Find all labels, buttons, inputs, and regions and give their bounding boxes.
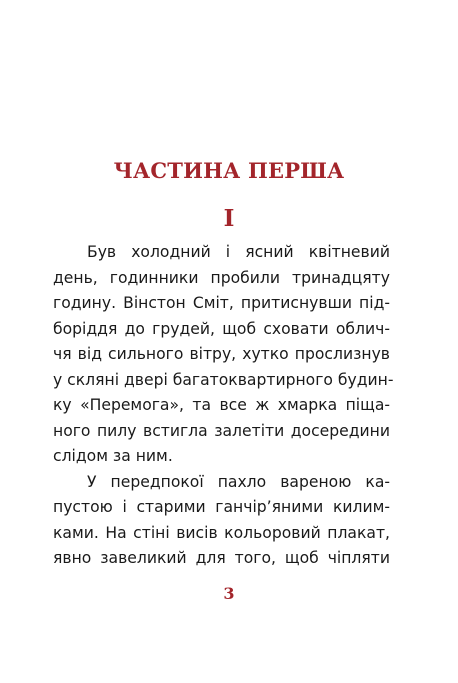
text-line: боріддя до грудей, щоб сховати облич- bbox=[53, 319, 390, 338]
text-line: пустою і старими ганчір’яними килим- bbox=[53, 498, 390, 516]
text-line: чя від сильного вітру, хутко прослизнув bbox=[53, 345, 390, 363]
text-line: ного пилу встигла залетіти досередини bbox=[53, 421, 390, 440]
text-line: Був холодний і ясний квітневий bbox=[87, 243, 390, 261]
text-line: ку «Перемога», та все ж хмарка піща- bbox=[53, 396, 390, 414]
text-line: слідом за ним. bbox=[53, 447, 173, 465]
part-title: ЧАСТИНА ПЕРША bbox=[113, 158, 345, 183]
body-text bbox=[53, 240, 394, 572]
text-line: У передпокої пахло вареною ка- bbox=[87, 472, 390, 491]
page-number: 3 bbox=[223, 584, 235, 603]
text-line: у скляні двері багатоквартирного будин- bbox=[53, 370, 394, 389]
text-line: день, годинники пробили тринадцяту bbox=[53, 268, 390, 287]
text-line: ками. На стіні висів кольоровий плакат, bbox=[53, 523, 390, 542]
text-line: явно завеликий для того, щоб чіпляти bbox=[53, 549, 390, 567]
chapter-title: I bbox=[223, 205, 235, 232]
text-line: годину. Вінстон Сміт, притиснувши під- bbox=[53, 294, 390, 312]
